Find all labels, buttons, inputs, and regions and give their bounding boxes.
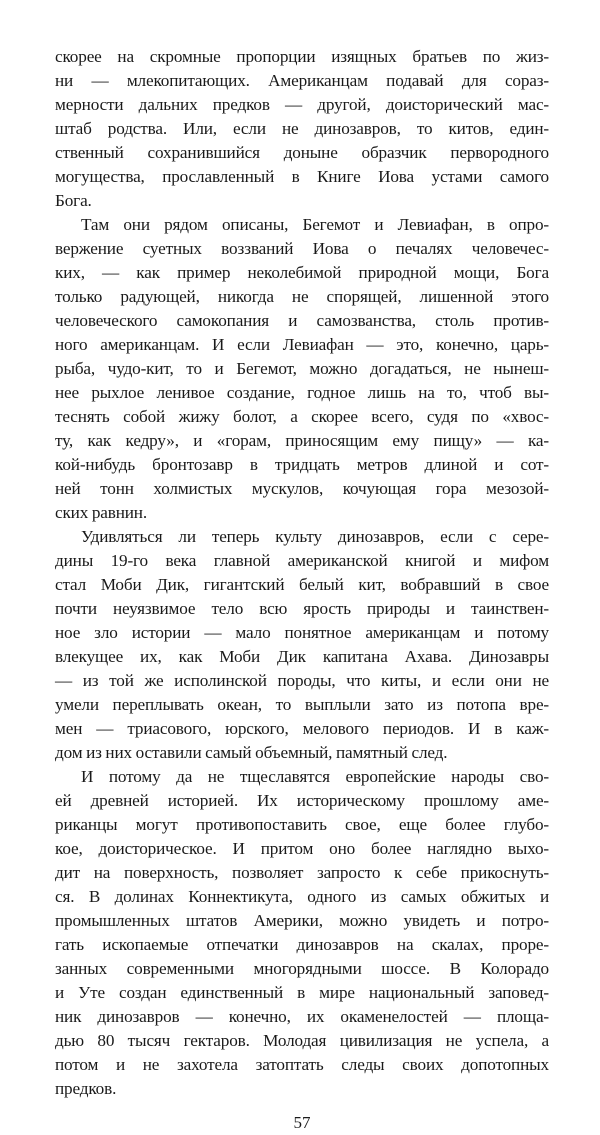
text-line: умели переплывать океан, то выплыли зато из потопа вре-	[55, 695, 549, 714]
text-line: Удивляться ли теперь культу динозавров, если с сере-	[81, 527, 549, 546]
text-line: ких, — как пример неколебимой природной мощи, Бога	[55, 263, 549, 282]
text-line: ное зло истории — мало понятное американцам и потому	[55, 623, 549, 642]
text-line: влекущее их, как Моби Дик капитана Ахава. Динозавры	[55, 647, 549, 666]
paragraph	[55, 45, 549, 213]
text-line: кой-нибудь бронтозавр в тридцать метров длиной и сот-	[55, 455, 549, 474]
page-number: 57	[293, 1113, 311, 1132]
text-line: дины 19-го века главной американской книгой и мифом	[55, 551, 549, 570]
text-line: потом и не захотела затоптать следы своих допотопных	[55, 1055, 549, 1074]
text-line: ей древней историей. Их историческому прошлому аме-	[55, 791, 549, 810]
text-line: И потому да не тщеславятся европейские народы сво-	[81, 767, 549, 786]
text-line: занных современными многорядными шоссе. В Колорадо	[55, 959, 549, 978]
paragraph	[55, 525, 549, 765]
text-line: ней тонн холмистых мускулов, кочующая гора мезозой-	[55, 479, 549, 498]
text-line: вержение суетных воззваний Иова о печалях человечес-	[55, 239, 549, 258]
text-line: человеческого самокопания и самозванства, столь против-	[55, 311, 549, 330]
text-line: Там они рядом описаны, Бегемот и Левиафан, в опро-	[81, 215, 549, 234]
text-line: — из той же исполинской породы, что киты, и если они не	[55, 671, 549, 690]
text-line: и Уте создан единственный в мире национальный заповед-	[55, 983, 549, 1002]
text-line: ту, как кедру», и «горам, приносящим ему пищу» — ка-	[55, 431, 549, 450]
text-line: Бога.	[55, 191, 92, 210]
text-line: риканцы могут противопоставить свое, еще более глубо-	[55, 815, 549, 834]
text-line: дит на поверхность, позволяет запросто к себе прикоснуть-	[55, 863, 549, 882]
page	[55, 0, 549, 1135]
text-line: дом из них оставили самый объемный, памятный след.	[55, 743, 448, 762]
text-line: почти неуязвимое тело всю ярость природы и таинствен-	[55, 599, 549, 618]
text-line: ник динозавров — конечно, их окаменелостей — площа-	[55, 1007, 549, 1026]
text-line: мен — триасового, юрского, мелового периодов. И в каж-	[55, 719, 549, 738]
text-line: ских равнин.	[55, 503, 147, 522]
text-line: промышленных штатов Америки, можно увидеть и потро-	[55, 911, 549, 930]
paragraph	[55, 213, 549, 525]
text-line: ся. В долинах Коннектикута, одного из самых обжитых и	[55, 887, 549, 906]
paragraph	[55, 765, 549, 1101]
text-line: теснять собой жижу болот, а скорее всего, судя по «хвос-	[55, 407, 549, 426]
text-line: кое, доисторическое. И притом оно более наглядно выхо-	[55, 839, 549, 858]
text-line: предков.	[55, 1079, 117, 1098]
text-line: ственный сохранившийся доныне образчик первородного	[55, 143, 549, 162]
text-line: скорее на скромные пропорции изящных братьев по жиз-	[55, 47, 549, 66]
text-line: штаб родства. Или, если не динозавров, то китов, един-	[55, 119, 549, 138]
text-line: гать ископаемые отпечатки динозавров на скалах, проре-	[55, 935, 549, 954]
text-line: только радующей, никогда не спорящей, лишенной этого	[55, 287, 549, 306]
text-line: мерности дальних предков — другой, доисторический мас-	[55, 95, 549, 114]
text-line: ни — млекопитающих. Американцам подавай для сораз-	[55, 71, 549, 90]
page-body	[55, 45, 549, 1101]
text-line: рыба, чудо-кит, то и Бегемот, можно догадаться, не нынеш-	[55, 359, 549, 378]
text-line: ного американцам. И если Левиафан — это, конечно, царь-	[55, 335, 549, 354]
text-line: нее рыхлое ленивое создание, годное лишь на то, чтоб вы-	[55, 383, 549, 402]
text-line: дью 80 тысяч гектаров. Молодая цивилизация не успела, а	[55, 1031, 549, 1050]
text-line: могущества, прославленный в Книге Иова устами самого	[55, 167, 549, 186]
text-line: стал Моби Дик, гигантский белый кит, вобравший в свое	[55, 575, 549, 594]
